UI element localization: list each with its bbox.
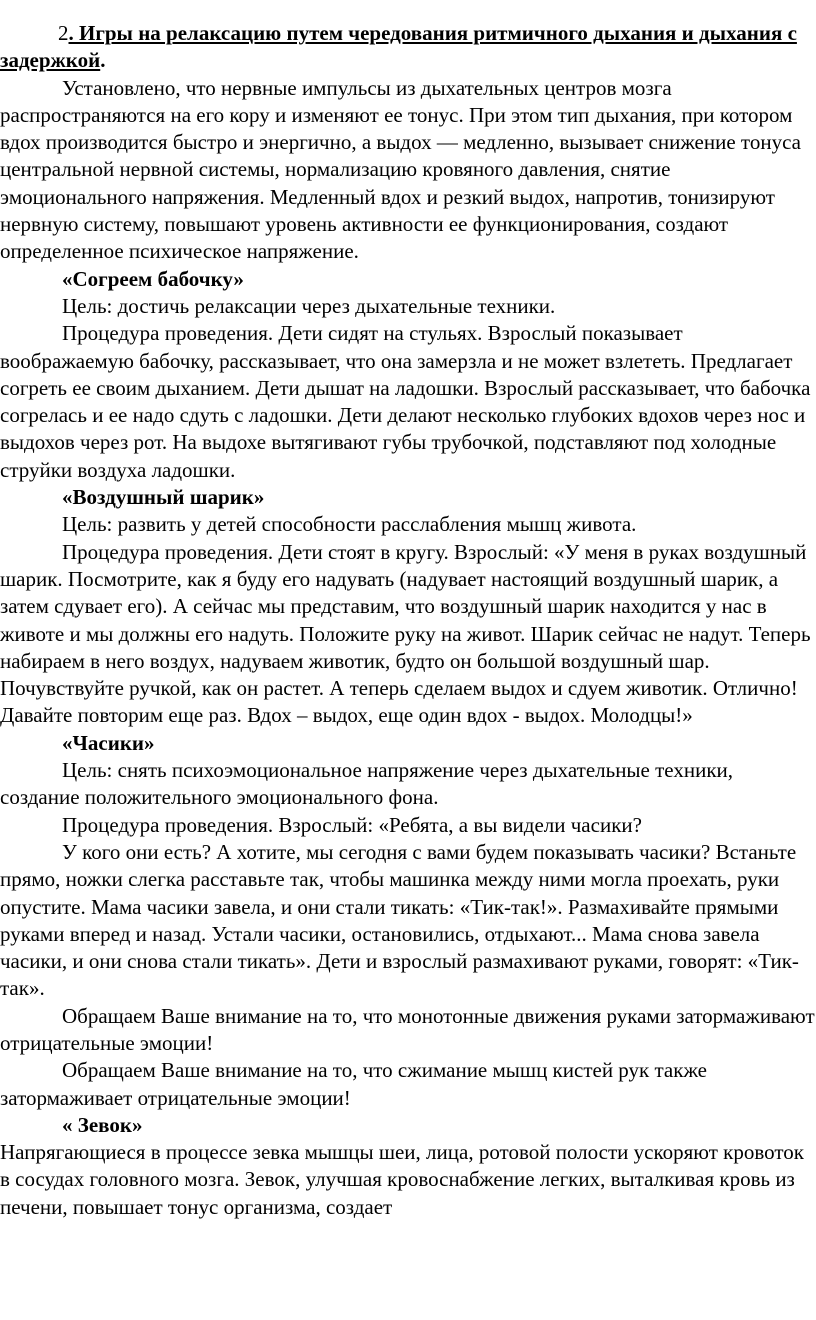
section-number: 2 (58, 21, 69, 45)
game-procedure-butterfly: Процедура проведения. Дети сидят на стульях. Взрослый показывает воображаемую бабочку, рассказывает, что она замерзла и не может взлететь. Предлагает согреть ее своим дыханием. Дети дышат на ладошки. Взрослый рассказывает, что бабочка согрелась и ее надо сдуть с ладошки. Дети делают несколько глубоких вдохов через нос и выдохов через рот. На выдохе вытягивают губы трубочкой, подставляют под холодные струйки воздуха ладошки. (0, 321, 811, 482)
game-title-balloon: «Воздушный шарик» (62, 485, 265, 510)
game-title-clock: «Часики» (62, 730, 155, 755)
section-title: . Игры на релаксацию путем чередования ритмичного дыхания и дыхания с задержкой (0, 21, 797, 73)
game-goal-butterfly: Цель: достичь релаксации через дыхательные техники. (62, 293, 556, 318)
game-procedure-clock-cont: У кого они есть? А хотите, мы сегодня с вами будем показывать часики? Встаньте прямо, ножки слегка расставьте так, чтобы машинка между ними могла проехать, руки опустите. Мама часики завела, и они стали тикать: «Тик-так!». Размахивайте прямыми руками вперед и назад. Устали часики, остановились, отдыхают... Мама снова завела часики, и они снова стали тикать». Дети и взрослый размахивают руками, говорят: «Тик-так». (0, 839, 799, 1001)
game-goal-clock: Цель: снять психоэмоциональное напряжение через дыхательные техники, создание положительного эмоционального фона. (0, 758, 734, 810)
game-title-yawn: « Зевок» (62, 1112, 143, 1137)
game-procedure-balloon: Процедура проведения. Дети стоят в кругу. Взрослый: «У меня в руках воздушный шарик. Посмотрите, как я буду его надувать (надувает настоящий воздушный шарик, а затем сдувает его). А сейчас мы представим, что воздушный шарик находится у нас в животе и мы должны его надуть. Положите руку на живот. Шарик сейчас не надут. Теперь набираем в него воздух, надуваем животик, будто он большой воздушный шар. Почувствуйте ручкой, как он растет. А теперь сделаем выдох и сдуем животик. Отлично! Давайте повторим еще раз. Вдох – выдох, еще один вдох - выдох. Молодцы!» (0, 539, 811, 728)
note-monotone-movements: Обращаем Ваше внимание на то, что монотонные движения руками затормаживают отрицательные эмоции! (0, 1003, 815, 1055)
note-hand-squeeze: Обращаем Ваше внимание на то, что сжимание мышц кистей рук также затормаживает отрицательные эмоции! (0, 1058, 707, 1110)
game-goal-balloon: Цель: развить у детей способности расслабления мышц живота. (62, 512, 637, 537)
game-title-butterfly: «Согреем бабочку» (62, 266, 244, 291)
game-text-yawn: Напрягающиеся в процессе зевка мышцы шеи, лица, ротовой полости ускоряют кровоток в сосудах головного мозга. Зевок, улучшая кровоснабжение легких, выталкивая кровь из печени, повышает тонус организма, создает (0, 1140, 804, 1219)
game-procedure-clock: Процедура проведения. Взрослый: «Ребята, а вы видели часики? (62, 812, 642, 837)
section-heading (0, 20, 816, 75)
intro-paragraph: Установлено, что нервные импульсы из дыхательных центров мозга распространяются на его кору и изменяют ее тонус. При этом тип дыхания, при котором вдох производится быстро и энергично, а выдох — медленно, вызывает снижение тонуса центральной нервной системы, нормализацию кровяного давления, снятие эмоционального напряжения. Медленный вдох и резкий выдох, напротив, тонизируют нервную систему, повышают уровень активности ее функционирования, создают определенное психическое напряжение. (0, 75, 801, 264)
section-title-end: . (100, 48, 106, 73)
